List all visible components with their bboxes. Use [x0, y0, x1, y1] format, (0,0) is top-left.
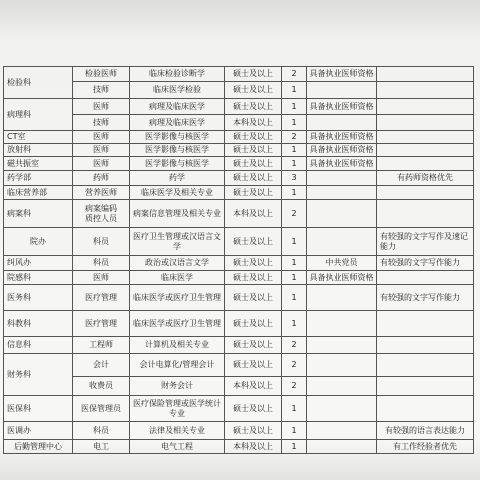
table-row	[4, 186, 474, 200]
post-cell: 科员	[73, 422, 130, 440]
table-row	[4, 131, 474, 144]
table-row	[4, 157, 474, 171]
major-cell: 政治或汉语言文学	[130, 256, 225, 271]
edu-cell: 硕士及以上	[225, 171, 282, 186]
table-row	[4, 256, 474, 271]
edu-cell: 硕士及以上	[225, 99, 282, 115]
note-cell: 有较强的文字写作及速记能力	[377, 228, 474, 256]
table-row	[4, 311, 474, 337]
dept-cell: 纠风办	[4, 256, 73, 271]
post-cell: 科员	[73, 256, 130, 271]
major-cell: 法律及相关专业	[130, 422, 225, 440]
post-cell: 医师	[73, 157, 130, 171]
note-cell	[377, 82, 474, 99]
dept-cell: 放射科	[4, 144, 73, 157]
num-cell: 1	[282, 157, 307, 171]
note-cell: 有药师资格优先	[377, 171, 474, 186]
table-row	[4, 67, 474, 82]
dept-cell: 科教科	[4, 311, 73, 337]
post-cell: 病案编码 质控人员	[73, 200, 130, 228]
major-cell: 医学影像与核医学	[130, 157, 225, 171]
note-cell: 有工作经验者优先	[377, 440, 474, 454]
post-cell: 医疗管理	[73, 285, 130, 311]
major-cell: 临床检验诊断学	[130, 67, 225, 82]
note-cell: 有较强的文字写作能力	[377, 285, 474, 311]
post-cell: 收费员	[73, 377, 130, 396]
num-cell: 1	[282, 99, 307, 115]
note-cell	[377, 354, 474, 377]
post-cell: 医师	[73, 144, 130, 157]
cond-cell: 具备执业医师资格	[307, 131, 377, 144]
num-cell: 1	[282, 144, 307, 157]
major-cell: 病理及临床医学	[130, 99, 225, 115]
post-cell: 药师	[73, 171, 130, 186]
post-cell: 技师	[73, 115, 130, 131]
edu-cell: 本科及以上	[225, 200, 282, 228]
dept-cell: 医调办	[4, 422, 73, 440]
post-cell: 检验医师	[73, 67, 130, 82]
note-cell	[377, 157, 474, 171]
cond-cell: 具备执业医师资格	[307, 271, 377, 285]
note-cell: 有较强的文字写作能力	[377, 256, 474, 271]
num-cell: 1	[282, 82, 307, 99]
edu-cell: 硕士及以上	[225, 82, 282, 99]
num-cell: 2	[282, 131, 307, 144]
edu-cell: 硕士及以上	[225, 131, 282, 144]
cond-cell	[307, 186, 377, 200]
cond-cell: 具备执业医师资格	[307, 99, 377, 115]
cond-cell: 中共党员	[307, 256, 377, 271]
table-row	[4, 171, 474, 186]
major-cell: 临床医学及相关专业	[130, 186, 225, 200]
edu-cell: 硕士及以上	[225, 271, 282, 285]
note-cell: 有较强的语言表达能力	[377, 422, 474, 440]
dept-cell: 财务科	[4, 354, 73, 396]
note-cell	[377, 67, 474, 82]
num-cell: 1	[282, 422, 307, 440]
major-cell: 临床医学	[130, 271, 225, 285]
num-cell: 2	[282, 377, 307, 396]
num-cell: 1	[282, 271, 307, 285]
major-cell: 医疗卫生管理或汉语言文学	[130, 228, 225, 256]
num-cell: 1	[282, 186, 307, 200]
cond-cell: 具备执业医师资格	[307, 67, 377, 82]
table-row	[4, 422, 474, 440]
post-cell: 医师	[73, 99, 130, 115]
major-cell: 财务会计	[130, 377, 225, 396]
table-row	[4, 396, 474, 422]
edu-cell: 硕士及以上	[225, 157, 282, 171]
num-cell: 1	[282, 256, 307, 271]
dept-cell: 院办	[4, 228, 73, 256]
edu-cell: 硕士及以上	[225, 67, 282, 82]
major-cell: 医学影像与核医学	[130, 131, 225, 144]
num-cell: 1	[282, 285, 307, 311]
table-row	[4, 144, 474, 157]
note-cell	[377, 271, 474, 285]
dept-cell: 药学部	[4, 171, 73, 186]
cond-cell: 具备执业医师资格	[307, 157, 377, 171]
cond-cell: 具备执业医师资格	[307, 144, 377, 157]
note-cell	[377, 131, 474, 144]
note-cell	[377, 200, 474, 228]
table-row	[4, 82, 474, 99]
table-row	[4, 200, 474, 228]
edu-cell: 硕士及以上	[225, 354, 282, 377]
dept-cell: CT室	[4, 131, 73, 144]
cond-cell	[307, 228, 377, 256]
note-cell	[377, 396, 474, 422]
post-cell: 医疗管理	[73, 311, 130, 337]
table-row	[4, 271, 474, 285]
edu-cell: 硕士及以上	[225, 186, 282, 200]
num-cell: 2	[282, 337, 307, 354]
post-cell: 科员	[73, 228, 130, 256]
edu-cell: 硕士及以上	[225, 311, 282, 337]
edu-cell: 本科及以上	[225, 115, 282, 131]
edu-cell: 硕士及以上	[225, 285, 282, 311]
edu-cell: 硕士及以上	[225, 256, 282, 271]
dept-cell: 磁共振室	[4, 157, 73, 171]
major-cell: 医疗保险管理或医学统计专业	[130, 396, 225, 422]
post-cell: 工程师	[73, 337, 130, 354]
note-cell	[377, 186, 474, 200]
num-cell: 1	[282, 115, 307, 131]
cond-cell	[307, 200, 377, 228]
cond-cell	[307, 171, 377, 186]
note-cell	[377, 99, 474, 115]
dept-cell: 信息科	[4, 337, 73, 354]
note-cell	[377, 115, 474, 131]
post-cell: 会计	[73, 354, 130, 377]
num-cell: 2	[282, 200, 307, 228]
post-cell: 医师	[73, 131, 130, 144]
post-cell: 医保管理员	[73, 396, 130, 422]
post-cell: 营养医师	[73, 186, 130, 200]
num-cell: 1	[282, 440, 307, 454]
note-cell	[377, 337, 474, 354]
edu-cell: 本科及以上	[225, 440, 282, 454]
table-row	[4, 440, 474, 454]
note-cell	[377, 377, 474, 396]
post-cell: 医师	[73, 271, 130, 285]
major-cell: 临床医学或医疗卫生管理	[130, 285, 225, 311]
major-cell: 医学影像与核医学	[130, 144, 225, 157]
num-cell: 2	[282, 67, 307, 82]
cond-cell	[307, 440, 377, 454]
table-row	[4, 377, 474, 396]
edu-cell: 本科及以上	[225, 377, 282, 396]
table-row	[4, 228, 474, 256]
table-row	[4, 337, 474, 354]
dept-cell: 检验科	[4, 67, 73, 99]
recruitment-table	[3, 66, 474, 454]
major-cell: 会计电算化/管理会计	[130, 354, 225, 377]
major-cell: 病理及临床医学	[130, 115, 225, 131]
post-cell: 电工	[73, 440, 130, 454]
num-cell: 1	[282, 311, 307, 337]
dept-cell: 医保科	[4, 396, 73, 422]
dept-cell: 临床营养部	[4, 186, 73, 200]
table-row	[4, 115, 474, 131]
cond-cell	[307, 337, 377, 354]
edu-cell: 硕士及以上	[225, 228, 282, 256]
cond-cell	[307, 82, 377, 99]
dept-cell: 后勤管理中心	[4, 440, 73, 454]
table-row	[4, 99, 474, 115]
cond-cell	[307, 115, 377, 131]
dept-cell: 院感科	[4, 271, 73, 285]
cond-cell	[307, 354, 377, 377]
edu-cell: 硕士及以上	[225, 422, 282, 440]
dept-cell: 病理科	[4, 99, 73, 131]
num-cell: 2	[282, 354, 307, 377]
table-row	[4, 354, 474, 377]
major-cell: 药学	[130, 171, 225, 186]
note-cell	[377, 144, 474, 157]
cond-cell	[307, 422, 377, 440]
major-cell: 计算机及相关专业	[130, 337, 225, 354]
cond-cell	[307, 285, 377, 311]
major-cell: 电气工程	[130, 440, 225, 454]
major-cell: 病案信息管理及相关专业	[130, 200, 225, 228]
cond-cell	[307, 377, 377, 396]
num-cell: 1	[282, 228, 307, 256]
edu-cell: 硕士及以上	[225, 144, 282, 157]
major-cell: 临床医学或医疗卫生管理	[130, 311, 225, 337]
num-cell: 1	[282, 396, 307, 422]
edu-cell: 硕士及以上	[225, 396, 282, 422]
edu-cell: 硕士及以上	[225, 337, 282, 354]
dept-cell: 病案科	[4, 200, 73, 228]
cond-cell	[307, 396, 377, 422]
dept-cell: 医务科	[4, 285, 73, 311]
table-row	[4, 285, 474, 311]
num-cell: 3	[282, 171, 307, 186]
note-cell	[377, 311, 474, 337]
major-cell: 临床医学检验	[130, 82, 225, 99]
cond-cell	[307, 311, 377, 337]
post-cell: 技师	[73, 82, 130, 99]
